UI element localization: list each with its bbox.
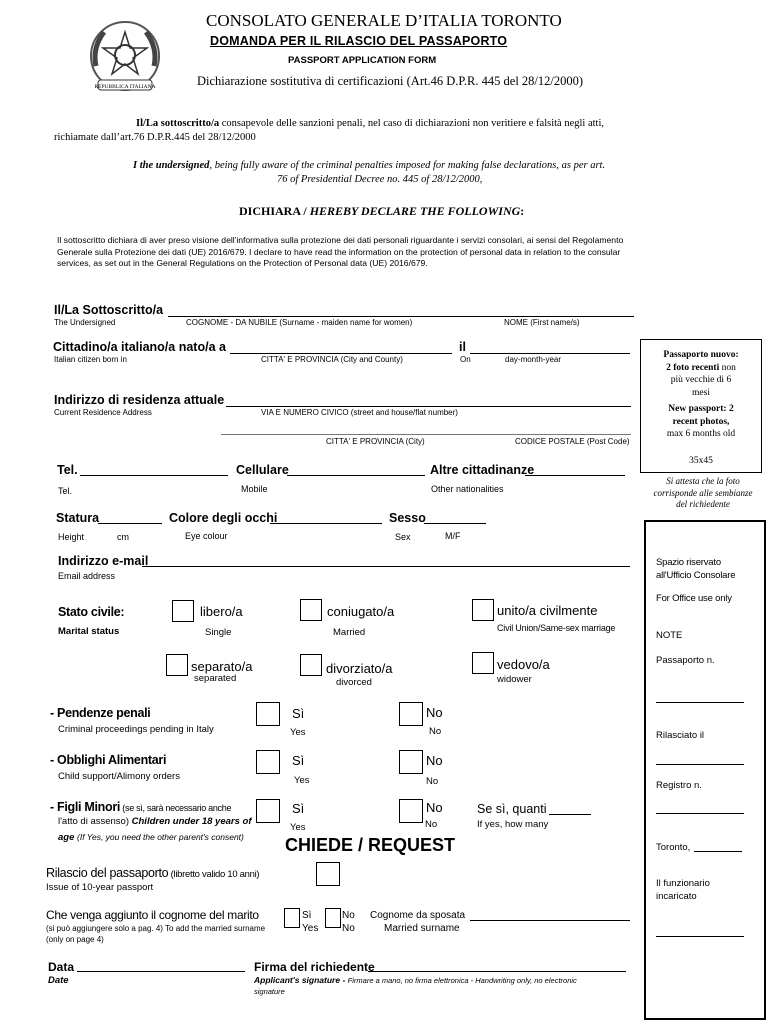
alimony-no-en: No xyxy=(426,776,439,787)
marital-label: Stato civile: xyxy=(58,605,125,619)
criminal-label: - Pendenze penali xyxy=(50,706,151,720)
signature-en-line2: signature xyxy=(254,987,285,996)
married-checkbox[interactable] xyxy=(300,599,322,621)
single-checkbox[interactable] xyxy=(172,600,194,622)
how-many-line[interactable] xyxy=(549,814,591,815)
emblem-text: REPUBBLICA ITALIANA xyxy=(94,84,156,90)
married-label: coniugato/a xyxy=(327,604,395,619)
issue-en: Issue of 10-year passport xyxy=(46,882,154,893)
city-prov-hint: CITTA' E PROVINCIA (City) xyxy=(326,437,425,446)
minors-line2: l'atto di assenso) Children under 18 years of xyxy=(58,816,252,827)
sex-line[interactable] xyxy=(424,523,486,524)
mobile-label: Cellulare xyxy=(236,463,289,477)
citizen-en: Italian citizen born in xyxy=(54,355,127,364)
height-line[interactable] xyxy=(98,523,162,524)
husband-no-en: No xyxy=(342,923,355,934)
married-surname-en: Married surname xyxy=(384,923,460,934)
married-surname-line[interactable] xyxy=(470,920,630,921)
separated-checkbox[interactable] xyxy=(166,654,188,676)
office-register: Registro n. xyxy=(656,780,702,791)
single-label: libero/a xyxy=(200,604,243,619)
minors-yes-en: Yes xyxy=(290,822,306,833)
office-passport-no: Passaporto n. xyxy=(656,655,715,666)
husband-note2: (only on page 4) xyxy=(46,935,104,944)
alimony-no-checkbox[interactable] xyxy=(399,750,423,774)
surname-name-line[interactable] xyxy=(168,316,634,317)
signature-label: Firma del richiedente xyxy=(254,960,375,974)
city-postal-line[interactable] xyxy=(221,434,631,435)
sex-en: Sex xyxy=(395,532,411,542)
criminal-yes-checkbox[interactable] xyxy=(256,702,280,726)
married-surname-label: Cognome da sposata xyxy=(370,910,466,921)
minors-label: - Figli Minori (se sì, sarà necessario anche xyxy=(50,800,232,814)
office-city: Toronto, xyxy=(656,842,691,853)
intro-it-line1: Il/La sottoscritto/a consapevole delle sanzioni penali, nel caso di dichiarazioni non veritiere e falsità negli atti, xyxy=(136,118,604,129)
declare-heading: DICHIARA / HEREBY DECLARE THE FOLLOWING: xyxy=(239,204,525,218)
citizen-label: Cittadino/a italiano/a nato/a a xyxy=(53,340,226,354)
husband-no-checkbox[interactable] xyxy=(325,908,341,928)
other-cit-label: Altre cittadinanze xyxy=(430,463,535,477)
husband-no-it: No xyxy=(342,910,355,921)
widowed-label: vedovo/a xyxy=(497,657,550,672)
alimony-yes-en: Yes xyxy=(294,775,310,786)
husband-yes-checkbox[interactable] xyxy=(284,908,300,928)
signature-en-line1: Applicant's signature - Firmare a mano, no firma elettronica - Handwriting only, no electronic xyxy=(254,975,577,985)
civil-union-en: Civil Union/Same-sex marriage xyxy=(497,623,616,633)
husband-note1: (si può aggiungere solo a pag. 4) To add the married surname xyxy=(46,924,266,933)
office-issued: Rilasciato il xyxy=(656,730,705,741)
date-en: Date xyxy=(48,975,69,986)
office-issued-line[interactable] xyxy=(656,764,744,765)
tel-line[interactable] xyxy=(80,475,228,476)
signature-line[interactable] xyxy=(368,971,626,972)
husband-yes-en: Yes xyxy=(302,923,319,934)
photo-attestation: Si attesta che la foto corrisponde alle sembianze del richiedente xyxy=(653,476,753,509)
criminal-no-checkbox[interactable] xyxy=(399,702,423,726)
street-hint: VIA E NUMERO CIVICO (street and house/flat number) xyxy=(261,408,458,417)
form-title-en: PASSPORT APPLICATION FORM xyxy=(288,55,437,66)
eyes-label: Colore degli occhi xyxy=(169,511,278,525)
tel-en: Tel. xyxy=(58,486,73,496)
mobile-line[interactable] xyxy=(287,475,425,476)
sex-label: Sesso xyxy=(389,511,426,525)
height-unit: cm xyxy=(117,532,129,542)
intro-it-line2: richiamate dall’art.76 D.P.R.445 del 28/12/2000 xyxy=(54,132,256,143)
alimony-yes-checkbox[interactable] xyxy=(256,750,280,774)
alimony-yes-it: Sì xyxy=(292,753,305,768)
office-for-use: For Office use only xyxy=(656,593,732,604)
eyes-line[interactable] xyxy=(270,523,382,524)
minors-no-checkbox[interactable] xyxy=(399,799,423,823)
photo-instructions: Passaporto nuovo: 2 foto recenti non più vecchie di 6 mesi New passport: 2 recent photos, max 6 months old xyxy=(663,350,739,439)
widowed-checkbox[interactable] xyxy=(472,652,494,674)
minors-no-it: No xyxy=(426,800,443,815)
minors-no-en: No xyxy=(425,819,438,830)
married-en: Married xyxy=(333,627,366,638)
address-label: Indirizzo di residenza attuale xyxy=(54,393,225,407)
postal-hint: CODICE POSTALE (Post Code) xyxy=(515,437,630,446)
divorced-en: divorced xyxy=(336,677,372,688)
declaration-type: Dichiarazione sostitutiva di certificazioni (Art.46 D.P.R. 445 del 28/12/2000) xyxy=(197,74,584,88)
surname-hint: COGNOME - DA NUBILE (Surname - maiden name for women) xyxy=(186,318,413,327)
criminal-no-en: No xyxy=(429,726,442,737)
civil-union-label: unito/a civilmente xyxy=(497,603,598,618)
office-reserved: Spazio riservato all'Ufficio Consolare xyxy=(656,557,736,581)
email-line[interactable] xyxy=(142,566,630,567)
undersigned-en: The Undersigned xyxy=(54,318,116,327)
how-many-en: If yes, how many xyxy=(477,819,549,830)
criminal-no-it: No xyxy=(426,705,443,720)
height-label: Statura xyxy=(56,511,100,525)
minors-line3: age (If Yes, you need the other parent's consent) xyxy=(58,832,244,843)
on-en: On xyxy=(460,355,471,364)
date-hint: day-month-year xyxy=(505,355,562,364)
consulate-title: CONSOLATO GENERALE D’ITALIA TORONTO xyxy=(206,11,562,30)
eyes-en: Eye colour xyxy=(185,531,228,541)
widowed-en: widower xyxy=(497,674,532,685)
email-en: Email address xyxy=(58,571,116,581)
address-en: Current Residence Address xyxy=(54,408,152,417)
criminal-en: Criminal proceedings pending in Italy xyxy=(58,724,214,735)
husband-label: Che venga aggiunto il cognome del marito xyxy=(46,908,259,922)
emblem-icon xyxy=(86,18,164,98)
minors-yes-checkbox[interactable] xyxy=(256,799,280,823)
birthdate-line[interactable] xyxy=(470,353,630,354)
sex-options: M/F xyxy=(445,531,461,541)
intro-en-line2: 76 of Presidential Decree no. 445 of 28/12/2000, xyxy=(277,174,483,185)
office-register-line[interactable] xyxy=(656,813,744,814)
alimony-label: - Obblighi Alimentari xyxy=(50,753,167,767)
photo-size: 35x45 xyxy=(689,456,713,466)
issue-label: Rilascio del passaporto (libretto valido 10 anni) xyxy=(46,866,260,880)
privacy-notice: Il sottoscritto dichiara di aver preso visione dell'informativa sulla protezione dei dati personali riguardante i servizi consolari, ai sensi del Regolamento Generale sulla Protezione dei dati (UE) 2016/679. I declare to have read the information on the protection of personal data in relation to the consular services, as set out in the General Regulations on the Protection of Personal data (UE) 2016/679. xyxy=(57,235,624,268)
name-hint: NOME (First name/s) xyxy=(504,318,580,327)
tel-label: Tel. xyxy=(57,463,78,477)
height-en: Height xyxy=(58,532,85,542)
criminal-yes-en: Yes xyxy=(290,727,306,738)
divorced-label: divorziato/a xyxy=(326,661,393,676)
request-heading: CHIEDE / REQUEST xyxy=(285,835,456,855)
office-officer: Il funzionario incaricato xyxy=(656,878,710,902)
form-subtitle: DOMANDA PER IL RILASCIO DEL PASSAPORTO xyxy=(210,34,508,48)
date-line[interactable] xyxy=(77,971,245,972)
street-line[interactable] xyxy=(226,406,631,407)
date-label: Data xyxy=(48,960,75,974)
separated-label: separato/a xyxy=(191,659,253,674)
civil-union-checkbox[interactable] xyxy=(472,599,494,621)
undersigned-label: Il/La Sottoscritto/a xyxy=(54,303,164,317)
mobile-en: Mobile xyxy=(241,484,268,494)
divorced-checkbox[interactable] xyxy=(300,654,322,676)
on-label: il xyxy=(459,340,466,354)
birthplace-line[interactable] xyxy=(230,353,452,354)
marital-en: Marital status xyxy=(58,626,120,637)
how-many-label: Se sì, quanti xyxy=(477,802,547,816)
separated-en: separated xyxy=(194,673,237,684)
criminal-yes-it: Sì xyxy=(292,706,305,721)
issue-checkbox[interactable] xyxy=(316,862,340,886)
email-label: Indirizzo e-mail xyxy=(58,554,149,568)
intro-en-line1: I the undersigned, being fully aware of the criminal penalties imposed for making false declarations, as per art. xyxy=(133,160,606,171)
city-hint: CITTA' E PROVINCIA (City and County) xyxy=(261,355,403,364)
other-cit-line[interactable] xyxy=(525,475,625,476)
alimony-en: Child support/Alimony orders xyxy=(58,771,180,782)
office-date-line[interactable] xyxy=(694,851,742,852)
single-en: Single xyxy=(205,627,232,638)
office-note: NOTE xyxy=(656,630,683,641)
husband-yes-it: Sì xyxy=(302,910,312,921)
office-passport-line[interactable] xyxy=(656,702,744,703)
office-officer-line[interactable] xyxy=(656,936,744,937)
alimony-no-it: No xyxy=(426,753,443,768)
minors-yes-it: Sì xyxy=(292,801,305,816)
other-cit-en: Other nationalities xyxy=(431,484,504,494)
